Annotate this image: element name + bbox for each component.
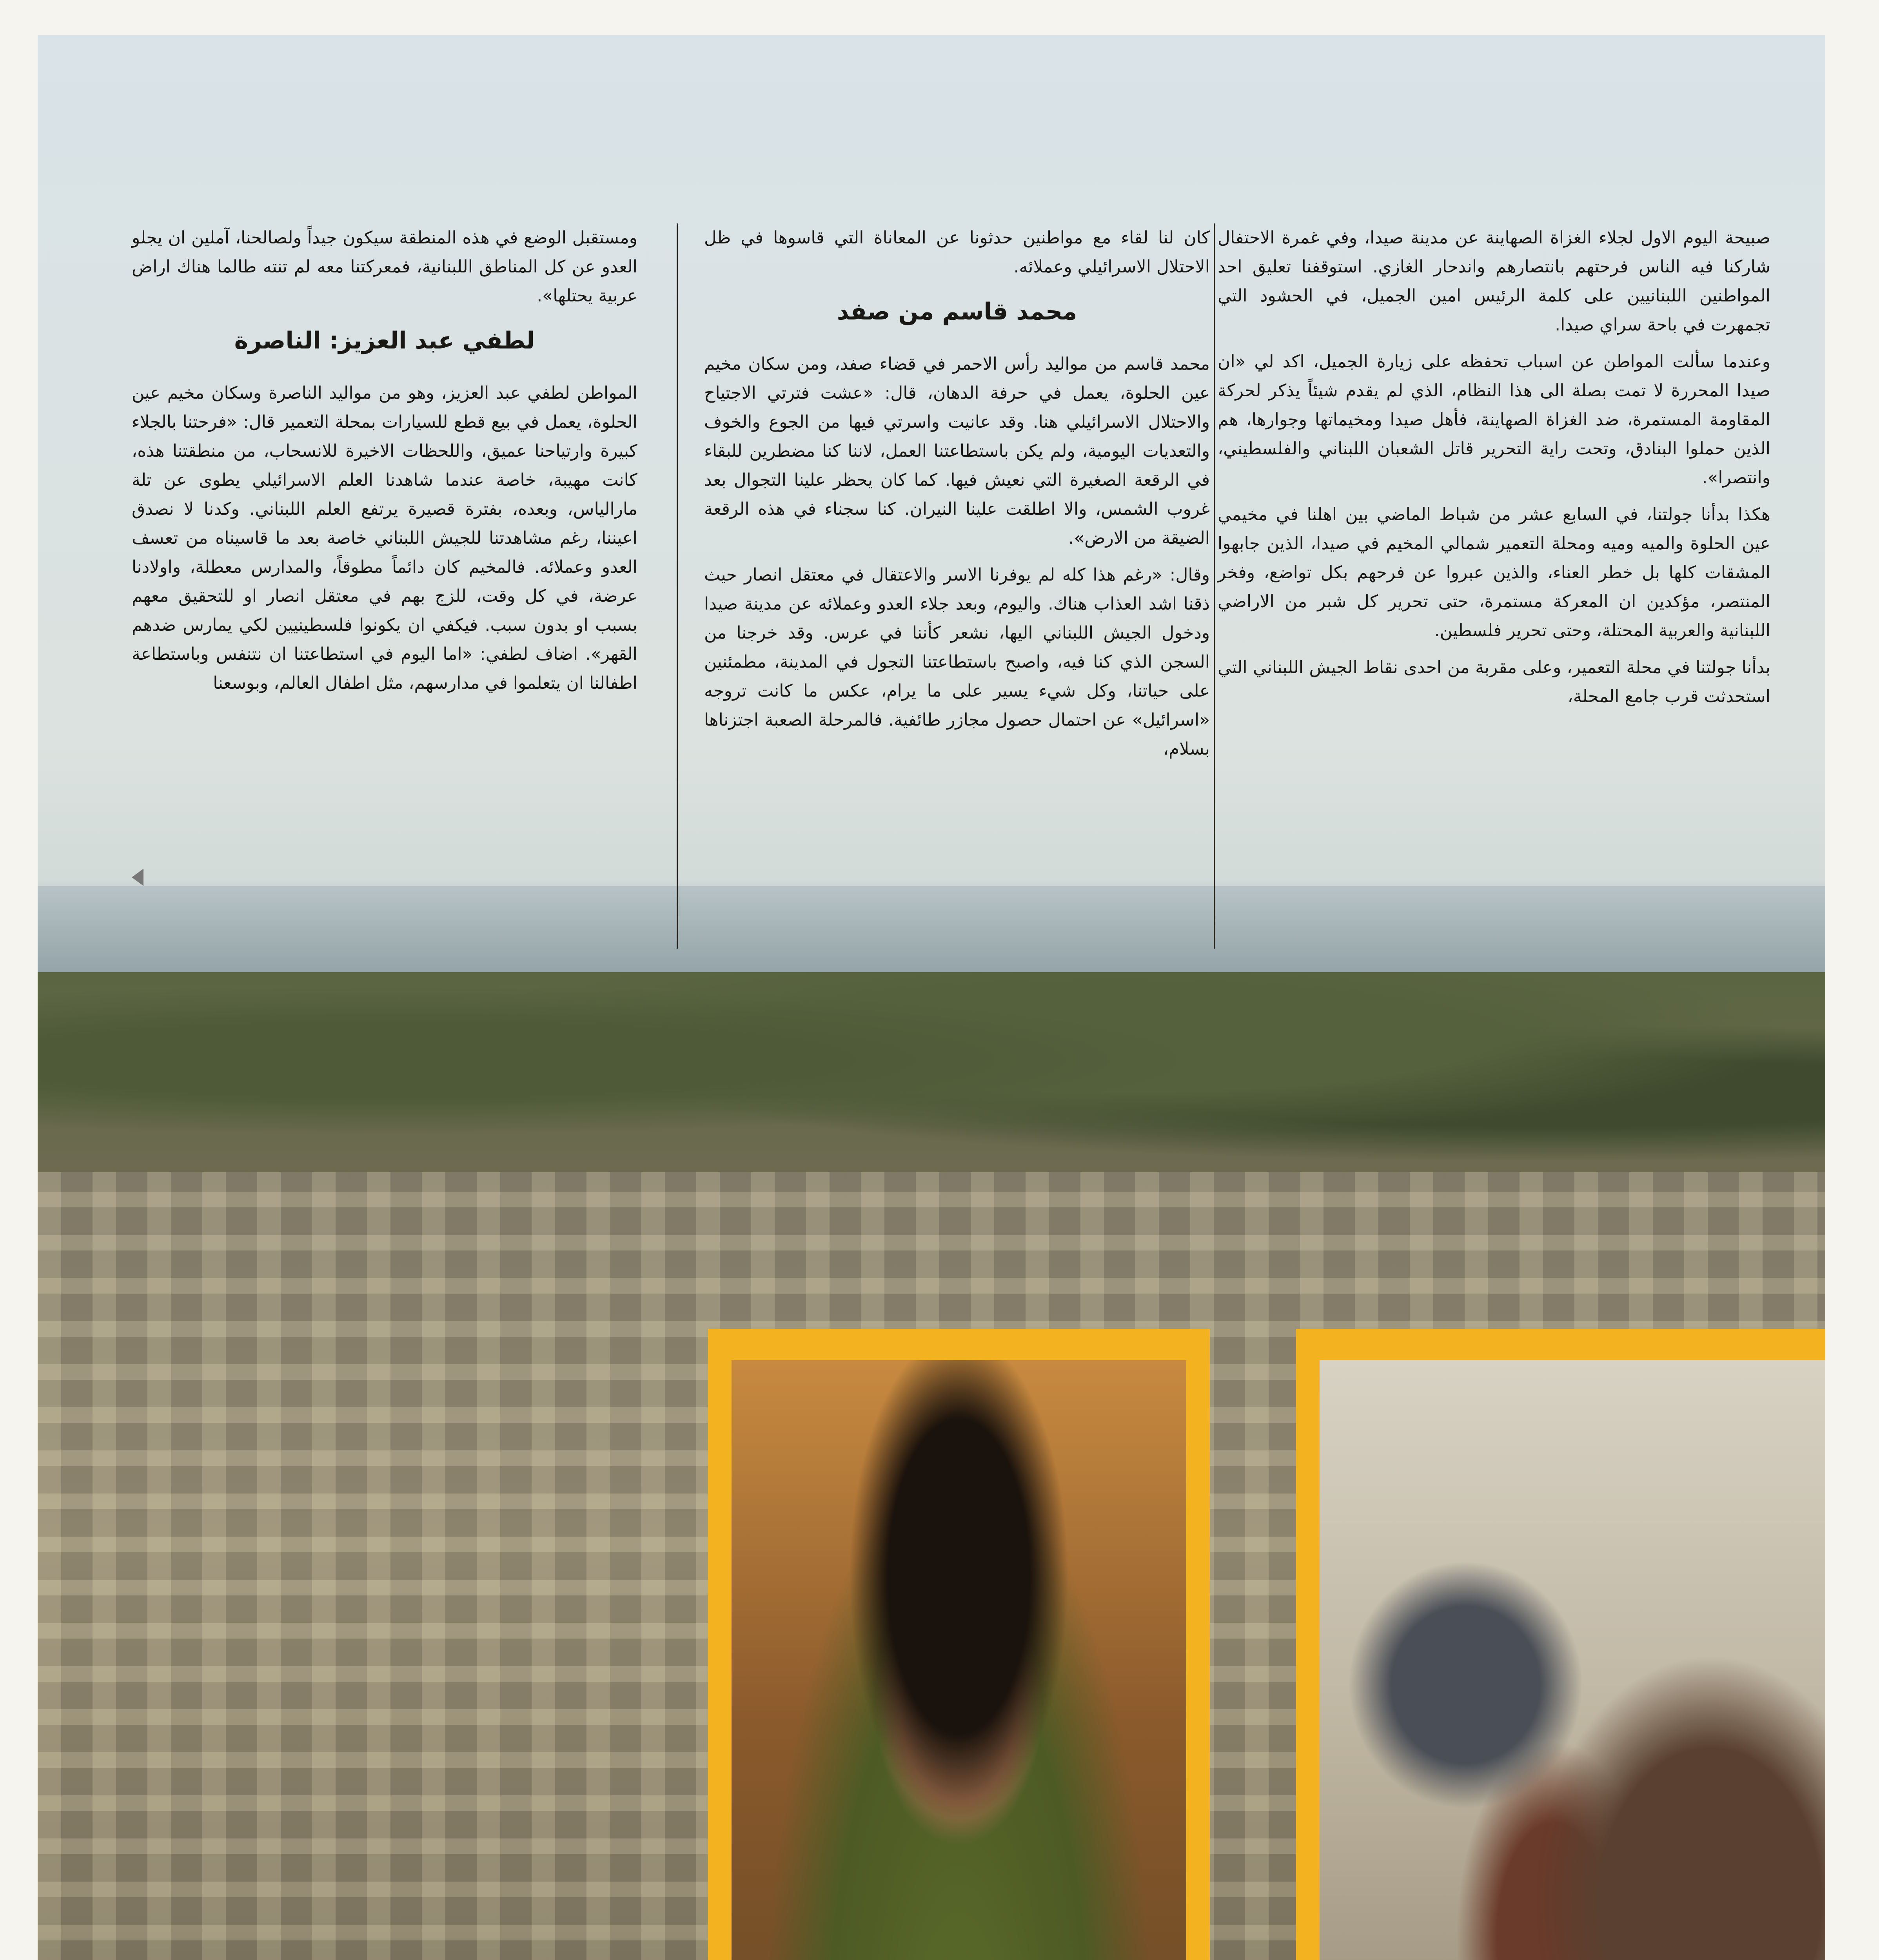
paragraph: كان لنا لقاء مع مواطنين حدثونا عن المعاناة التي قاسوها في ظل الاحتلال الاسرائيلي وعملائه. (704, 228, 1210, 277)
magazine-page (38, 35, 1825, 1960)
column-divider (677, 223, 678, 949)
paragraph: وعندما سألت المواطن عن اسباب تحفظه على زيارة الجميل، اكد لي «ان صيدا المحررة لا تمت بصلة الى هذا النظام، الذي لم يقدم شيئاً يذكر لحركة المقاومة المستمرة، ضد الغزاة الصهاينة، فأهل صيدا ومخيماتها وجوارها، هم الذين حملوا البنادق، وتحت راية التحرير قاتل الشعبان اللبناني والفلسطيني، وانتصرا». (1218, 352, 1770, 488)
children-photo (1320, 1360, 1825, 1960)
paragraph: ومستقبل الوضع في هذه المنطقة سيكون جيداً ولصالحنا، آملين ان يجلو العدو عن كل المناطق اللبنانية، فمعركتنا معه لم تنته طالما هناك اراض عربية يحتلها». (132, 228, 637, 306)
paragraph: المواطن لطفي عبد العزيز، وهو من مواليد الناصرة وسكان مخيم عين الحلوة، يعمل في بيع قطع للسيارات بمحلة التعمير قال: «فرحتنا بالجلاء كبيرة وارتياحنا عميق، واللحظات الاخيرة للانسحاب، من منطقتنا هذه، كانت مهيبة، خاصة عندما شاهدنا العلم الاسرائيلي يطوى عن تلة مارالياس، وبعده، بفترة قصيرة يرتفع العلم اللبناني. وكدنا لا نصدق اعيننا، رغم مشاهدتنا للجيش اللبناني خاصة بعد ما قاسيناه من تعسف العدو وعملائه. فالمخيم كان دائماً مطوقاً، والمدارس معطلة، واولادنا عرضة، في كل وقت، للزج بهم في معتقل انصار او للتحقيق معهم بسبب او بدون سبب. فيكفي ان يكونوا فلسطينيين لكي يمارس ضدهم القهر». اضاف لطفي: «اما اليوم في استطاعتنا ان نتنفس وباستطاعة اطفالنا ان يتعلموا في مدارسهم، مثل اطفال العالم، وبوسعنا (132, 383, 637, 693)
section-heading: لطفي عبد العزيز: الناصرة (234, 327, 535, 354)
photo-frame-kids (1296, 1329, 1825, 1960)
paragraph: بدأنا جولتنا في محلة التعمير، وعلى مقربة من احدى نقاط الجيش اللبناني التي استحدثت قرب جامع المحلة، (1218, 657, 1770, 706)
paragraph: وقال: «رغم هذا كله لم يوفرنا الاسر والاعتقال في معتقل انصار حيث ذقنا اشد العذاب هناك. واليوم، وبعد جلاء العدو وعملائه عن مدينة صيدا ودخول الجيش اللبناني اليها، نشعر كأننا في عرس. وقد خرجنا من السجن الذي كنا فيه، واصبح باستطاعتنا التجول في المدينة، مطمئنين على حياتنا، وكل شيء يسير على ما يرام، عكس ما كانت تروجه «اسرائيل» عن احتمال حصول مجازر طائفية. فالمرحلة الصعبة اجتزناها بسلام، (704, 565, 1210, 759)
portrait-photo (732, 1360, 1186, 1960)
section-heading: محمد قاسم من صفد (837, 298, 1077, 325)
article-column-right (1218, 223, 1770, 719)
paragraph: هكذا بدأنا جولتنا، في السابع عشر من شباط الماضي بين اهلنا في مخيمي عين الحلوة والميه وميه ومحلة التعمير شمالي المخيم في صيدا، الذين جابهوا المشقات كلها بل خطر العناء، والذين عبروا عن فرحهم بكل تواضع، وفخر المنتصر، مؤكدين ان المعركة مستمرة، حتى تحرير كل شبر من الاراضي اللبنانية والعربية المحتلة، وحتى تحرير فلسطين. (1218, 505, 1770, 641)
article-column-left (132, 223, 637, 706)
paragraph: محمد قاسم من مواليد رأس الاحمر في قضاء صفد، ومن سكان مخيم عين الحلوة، يعمل في حرفة الدهان، قال: «عشت فترتي الاجتياح والاحتلال الاسرائيلي هنا. وقد عانيت واسرتي فيها من الجوع والخوف والتعديات اليومية، ولم يكن باستطاعتنا العمل، لاننا كنا مضطرين للبقاء في الرقعة الصغيرة التي نعيش فيها. كما كان يحظر علينا التجوال بعد غروب الشمس، والا اطلقت علينا النيران. كنا سجناء في هذه الرقعة الضيقة من الارض». (704, 354, 1210, 548)
trees-backdrop (38, 972, 1825, 1192)
sea-backdrop (38, 886, 1825, 972)
paragraph: صبيحة اليوم الاول لجلاء الغزاة الصهاينة عن مدينة صيدا، وفي غمرة الاحتفال شاركنا فيه الناس فرحتهم بانتصارهم واندحار الغازي. استوقفنا تعليق احد المواطنين اللبنانيين على كلمة الرئيس امين الجميل، في الحشود التي تجمهرت في باحة سراي صيدا. (1218, 228, 1770, 335)
continue-arrow-icon (132, 869, 143, 886)
photo-frame-woman (708, 1329, 1210, 1960)
article-column-middle (704, 223, 1210, 771)
column-divider (1214, 223, 1215, 949)
